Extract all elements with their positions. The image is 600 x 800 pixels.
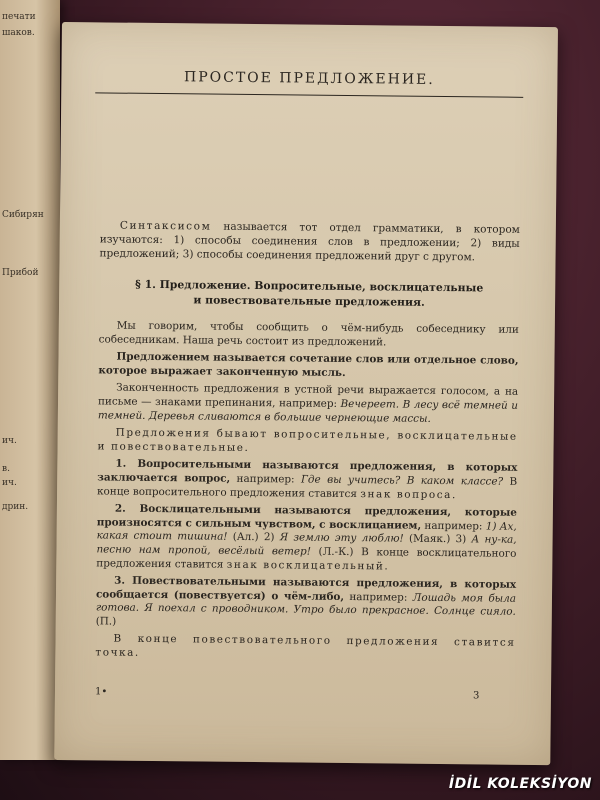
left-page-fragment: ич. — [2, 436, 17, 446]
paragraph-text: В конце повествовательного предложения ставится — [113, 633, 516, 650]
item-definition: 3. Повествовательными называются предложения, в которых сообщается (повествуется) о чём-либо, — [95, 574, 517, 603]
intro-text: называется тот отдел грамматики, в котором изучаются: 1) способы соединения слов в предложении; 2) виды предложений; 3) способы соединения предложений друг с другом. — [99, 220, 520, 264]
item-emphasis: точка. — [95, 646, 140, 659]
item-text: В конце вопросительного предложения ставится — [97, 475, 518, 500]
item-definition: 1. Вопросительными называются предложения, в которых заключается вопрос, — [97, 457, 518, 485]
list-item — [96, 574, 517, 633]
paragraph — [97, 427, 517, 459]
source-text: (П.) — [95, 615, 117, 628]
definition-text: Предложением называется сочетание слов или отдельное слово, которое выражает законченную мысль. — [98, 350, 519, 379]
paragraph — [98, 382, 518, 427]
paragraph: Мы говорим, чтобы сообщить о чём-нибудь собеседнику или собеседникам. Наша речь состоит из предложений. — [98, 319, 519, 349]
source-text: (Л.-К.) В конце восклицательного предложения ставится — [96, 545, 517, 571]
left-page-fragment: в. — [2, 464, 10, 474]
section-heading-line: § 1. Предложение. Вопросительные, восклицательные — [135, 277, 484, 295]
left-page-fragment: ич. — [2, 478, 17, 488]
left-page-fragment: дрин. — [2, 502, 29, 512]
example-text: Где вы учитесь? В каком классе? — [300, 473, 504, 488]
item-text: например: — [230, 472, 302, 486]
example-text: А ну-ка, песню нам пропой, весёлый ветер! — [96, 533, 517, 558]
example-text: 1) Ах, какая стоит тишина! — [96, 520, 517, 544]
source-text: (Ал.) 2) — [227, 531, 280, 544]
page-number: 3 — [472, 690, 480, 702]
paragraph-text: Законченность предложения в устной речи выражается голосом, а на письме — знаками препинания, например: — [97, 381, 519, 410]
example-text: Лошадь моя была готова. Я поехал с проводником. Утро было прекрасное. Солнце сияло. — [95, 591, 517, 619]
list-item — [96, 503, 517, 575]
section-heading-line: и повествовательные предложения. — [193, 293, 425, 309]
list-item — [97, 458, 517, 503]
previous-page-edge — [0, 0, 60, 760]
left-page-fragment: шаков. — [2, 28, 35, 38]
intro-term: Синтаксисом — [119, 219, 212, 233]
left-page-fragment: Прибой — [2, 268, 39, 278]
watermark: İDİL KOLEKSİYON — [448, 776, 592, 792]
definition-paragraph — [98, 351, 518, 383]
section-body — [95, 319, 519, 668]
paragraph-text: Предложения бывают вопросительные, восклицательные и повествовательные. — [97, 426, 518, 454]
signature-mark: 1• — [94, 686, 108, 698]
source-text: (Маяк.) 3) — [403, 532, 472, 546]
book-page — [54, 22, 558, 765]
item-text: например: — [343, 590, 413, 604]
title-underline — [95, 92, 523, 97]
item-text: например: — [421, 519, 486, 533]
item-definition: 2. Восклицательными называются предложения, которые произносятся с сильным чувством, с восклицанием, — [96, 502, 517, 532]
item-emphasis: знак восклицательный. — [226, 558, 390, 572]
example-text: Вечереет. В лесу всё темней и темней. Деревья сливаются в большие чернеющие массы. — [97, 397, 519, 425]
item-emphasis: знак вопроса. — [360, 487, 457, 501]
intro-paragraph — [100, 218, 520, 264]
paragraph — [95, 633, 515, 665]
left-page-fragment: печати — [2, 12, 36, 22]
section-heading — [99, 276, 519, 310]
example-text: Я землю эту люблю! — [279, 531, 404, 545]
page-title: ПРОСТОЕ ПРЕДЛОЖЕНИЕ. — [183, 69, 435, 88]
left-page-fragment: Сибирян — [2, 210, 44, 220]
